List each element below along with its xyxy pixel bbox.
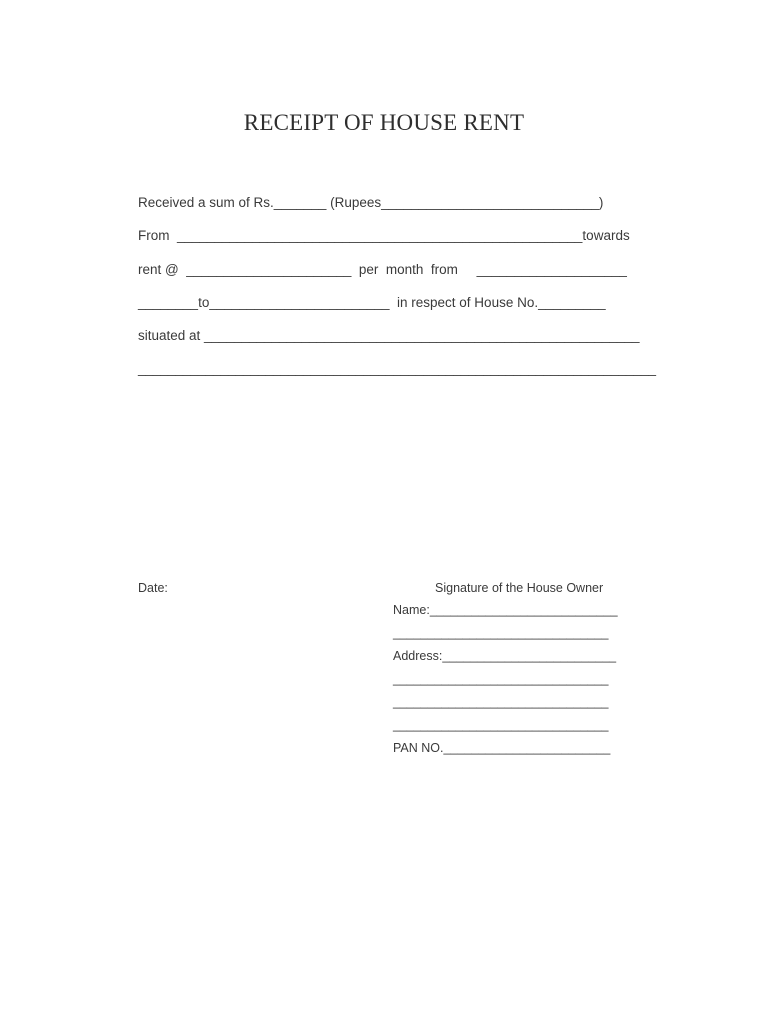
rent-per-month-line: rent @ ______________________ per month from ____________________ (138, 262, 627, 277)
signature-heading: Signature of the House Owner (435, 581, 604, 595)
date-label: Date: (138, 581, 168, 595)
from-line: From ______________________________________________________towards (138, 228, 630, 243)
owner-blank-line: _______________________________ (393, 626, 609, 640)
owner-address-line: Address:_________________________ (393, 649, 617, 663)
owner-name-line: Name:___________________________ (393, 603, 618, 617)
situated-at-line: situated at __________________________________________________________ (138, 328, 640, 343)
period-house-no-line: ________to________________________ in respect of House No._________ (138, 295, 606, 310)
owner-address-line-4: _______________________________ (393, 718, 609, 732)
address-continuation-line: _____________________________________________________________________ (138, 361, 657, 376)
pan-number-line: PAN NO.________________________ (393, 741, 611, 755)
document-title: RECEIPT OF HOUSE RENT (243, 110, 525, 135)
owner-address-line-2: _______________________________ (393, 672, 609, 686)
owner-address-line-3: _______________________________ (393, 695, 609, 709)
received-sum-line: Received a sum of Rs._______ (Rupees_____________________________) (138, 195, 604, 210)
